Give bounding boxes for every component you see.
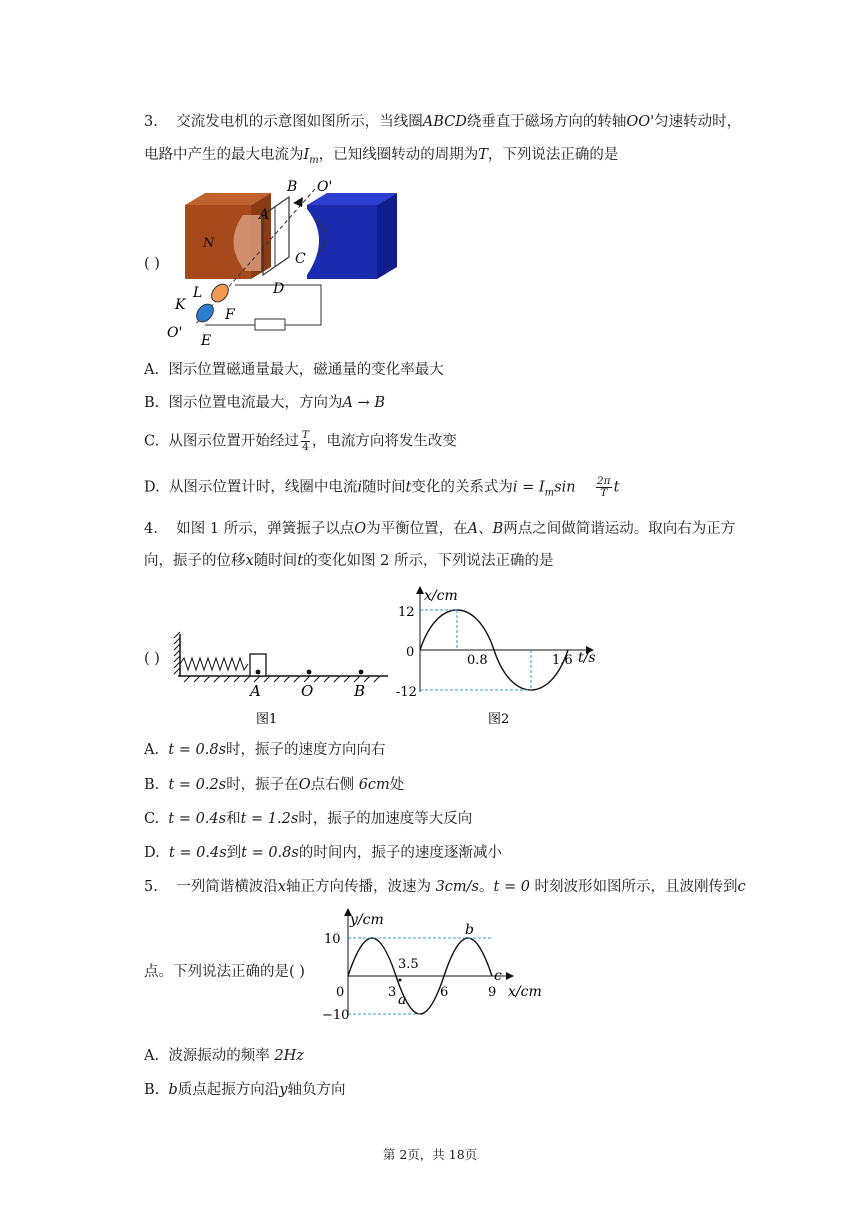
label-a: a: [398, 992, 407, 1008]
point-b-dot: [359, 670, 364, 675]
q4-stem-line1: 4. 如图 1 所示，弹簧振子以点O为平衡位置，在A、B两点之间做简谐运动。取向右为正方: [144, 521, 736, 537]
y-axis-label: x/cm: [424, 588, 458, 604]
slip-ring-k: [193, 301, 217, 325]
q3-stem-line1: 3. 交流发电机的示意图如图所示，当线圈ABCD绕垂直于磁场方向的转轴OO'匀速转动时，: [144, 114, 742, 130]
q3-number: 3.: [144, 114, 158, 130]
q3-option-d: D. 从图示位置计时，线圈中电流i随时间t变化的关系式为$i = I_m\sin$ $\frac{2\pi}{T}$ t: [144, 475, 620, 499]
resistor: [255, 319, 285, 330]
tick-minus-12: -12: [396, 685, 417, 700]
svg-text:O': O': [167, 325, 183, 341]
q3-stem-line2: 电路中产生的最大电流为$I_m$，已知线圈转动的周期为T，下列说法正确的是: [144, 147, 619, 166]
label-o: O: [301, 682, 314, 700]
fig1-caption: 图1: [256, 712, 278, 727]
q3-answer-blank: ( ): [144, 256, 160, 272]
y-axis-label: y/cm: [350, 912, 384, 928]
q3-option-b: B. 图示位置电流最大，方向为A → B: [144, 395, 385, 411]
generator-figure: [165, 175, 405, 347]
svg-text:A: A: [259, 207, 270, 223]
slip-ring-l: [208, 281, 232, 305]
x-axis-label: x/cm: [508, 984, 542, 1000]
point-a-dot: [399, 979, 402, 982]
q4-stem-line2: 向，振子的位移x随时间t的变化如图 2 所示，下列说法正确的是: [144, 553, 554, 569]
tick-1-6: 1.6: [552, 653, 573, 668]
q4-option-b: B. t = 0.2s时，振子在O点右侧 6cm处: [144, 777, 405, 793]
spring: [180, 658, 248, 670]
fraction-t-over-4: $\frac{T}{4}$: [301, 429, 309, 453]
tick-9: 9: [488, 985, 497, 1000]
fig2-caption: 图2: [488, 712, 510, 727]
q4-answer-blank: ( ): [144, 651, 160, 667]
x-axis-label: t/s: [578, 650, 596, 666]
page-footer: 第 2页，共 18页: [382, 1147, 478, 1162]
svg-text:N: N: [203, 236, 215, 251]
tick-minus-10: −10: [322, 1008, 350, 1023]
fraction-2pi-over-t: $\frac{2\pi}{T}$: [596, 475, 611, 499]
tick-0-8: 0.8: [467, 653, 488, 668]
rotation-arrow-head: [293, 197, 303, 207]
q5-number: 5.: [144, 879, 158, 895]
q5-option-b: B. b质点起振方向沿y轴负方向: [144, 1082, 346, 1098]
tick-3: 3: [388, 985, 397, 1000]
s-pole-side: [377, 193, 397, 279]
spring-oscillator-figure: [170, 628, 390, 728]
svg-text:D: D: [273, 281, 285, 297]
q4-option-a: A. t = 0.8s时，振子的速度方向向右: [144, 742, 386, 758]
label-3-5: 3.5: [398, 957, 419, 972]
point-o-dot: [307, 670, 312, 675]
q5-stem-line2: 点。下列说法正确的是( ): [144, 964, 305, 980]
svg-text:O': O': [317, 179, 333, 195]
q4-number: 4.: [144, 521, 158, 537]
q4-option-c: C. t = 0.4s和t = 1.2s时，振子的加速度等大反向: [144, 811, 473, 827]
tick-12: 12: [398, 605, 415, 620]
label-b: b: [465, 922, 474, 938]
label-c: c: [494, 968, 502, 984]
q5-option-a: A. 波源振动的频率 2Hz: [144, 1048, 304, 1064]
tick-6: 6: [440, 985, 449, 1000]
label-b: B: [354, 682, 366, 700]
svg-text:F: F: [225, 307, 235, 323]
point-a-dot: [256, 670, 261, 675]
label-a: A: [250, 682, 261, 700]
q4-option-d: D. t = 0.4s到t = 0.8s的时间内，振子的速度逐渐减小: [144, 845, 502, 861]
q5-stem-line1: 5. 一列简谐横波沿x轴正方向传播，波速为 3cm/s。t = 0 时刻波形如图所示，且波刚传到c: [144, 879, 746, 895]
svg-text:K: K: [175, 297, 186, 313]
svg-text:L: L: [193, 285, 203, 301]
displacement-time-graph: [390, 582, 620, 732]
svg-text:C: C: [295, 251, 306, 267]
q3-option-c: C. 从图示位置开始经过 $\frac{T}{4}$ ，电流方向将发生改变: [144, 429, 457, 453]
q3-option-a: A. 图示位置磁通量最大，磁通量的变化率最大: [144, 362, 444, 378]
tick-10: 10: [324, 932, 341, 947]
wave-graph: [322, 906, 552, 1026]
tick-0: 0: [406, 645, 415, 660]
svg-text:B: B: [287, 179, 298, 195]
tick-0: 0: [336, 985, 345, 1000]
svg-text:E: E: [201, 333, 212, 347]
